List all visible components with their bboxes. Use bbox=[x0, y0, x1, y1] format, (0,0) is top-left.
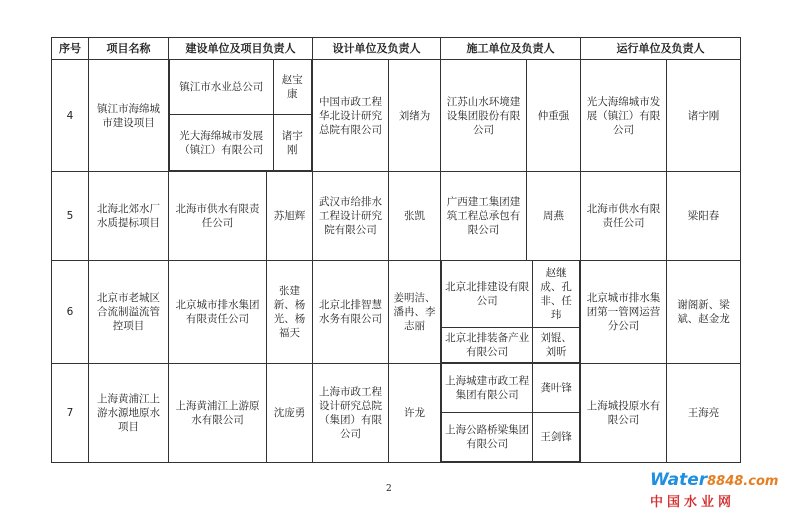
construct-unit: 江苏山水环境建设集团股份有限公司 bbox=[441, 60, 527, 172]
construct-person: 王剑锋 bbox=[533, 412, 580, 461]
construct-person: 龚叶锋 bbox=[533, 364, 580, 412]
operate-unit: 北京城市排水集团第一管网运营分公司 bbox=[581, 261, 667, 364]
operate-unit: 上海城投原水有限公司 bbox=[581, 364, 667, 463]
header-design: 设计单位及负责人 bbox=[313, 38, 441, 60]
header-no: 序号 bbox=[52, 38, 89, 60]
build-person: 沈庞勇 bbox=[267, 364, 313, 463]
design-person: 张凯 bbox=[389, 172, 441, 261]
build-unit: 光大海绵城市发展（镇江）有限公司 bbox=[170, 115, 274, 171]
project-name: 北京市老城区合流制溢流管控项目 bbox=[89, 261, 169, 364]
operate-unit: 北海市供水有限责任公司 bbox=[581, 172, 667, 261]
build-unit: 镇江市水业总公司 bbox=[170, 60, 274, 115]
design-unit: 武汉市给排水工程设计研究院有限公司 bbox=[313, 172, 389, 261]
table-row bbox=[52, 261, 741, 364]
construct-unit: 北京北排建设有限公司 bbox=[442, 261, 533, 327]
header-row bbox=[52, 38, 741, 60]
project-name: 上海黄浦江上游水源地原水项目 bbox=[89, 364, 169, 463]
build-unit: 北京城市排水集团有限责任公司 bbox=[169, 261, 267, 364]
design-person: 许龙 bbox=[389, 364, 441, 463]
build-unit: 上海黄浦江上游原水有限公司 bbox=[169, 364, 267, 463]
construct-person: 周燕 bbox=[527, 172, 581, 261]
operate-person: 谢阁新、梁斌、赵金龙 bbox=[667, 261, 741, 364]
project-name: 镇江市海绵城市建设项目 bbox=[89, 60, 169, 172]
project-table bbox=[51, 37, 741, 463]
row-number: 7 bbox=[52, 364, 89, 463]
build-person: 诸宇刚 bbox=[273, 115, 311, 171]
header-construct: 施工单位及负责人 bbox=[441, 38, 581, 60]
project-name: 北海北郊水厂水质提标项目 bbox=[89, 172, 169, 261]
watermark-brand-text: Water bbox=[650, 470, 708, 490]
build-unit: 北海市供水有限责任公司 bbox=[169, 172, 267, 261]
construct-person: 赵继成、孔非、任玮 bbox=[533, 261, 580, 327]
build-person: 苏旭辉 bbox=[267, 172, 313, 261]
operate-person: 诸宇刚 bbox=[667, 60, 741, 172]
construct-unit: 上海公路桥梁集团有限公司 bbox=[442, 412, 533, 461]
construct-cell bbox=[441, 261, 581, 364]
row-number: 5 bbox=[52, 172, 89, 261]
header-build: 建设单位及项目负责人 bbox=[169, 38, 313, 60]
construct-unit: 北京北排装备产业有限公司 bbox=[442, 327, 533, 362]
design-unit: 北京北排智慧水务有限公司 bbox=[313, 261, 389, 364]
construct-unit: 上海城建市政工程集团有限公司 bbox=[442, 364, 533, 412]
header-operate: 运行单位及负责人 bbox=[581, 38, 741, 60]
watermark-brand bbox=[650, 470, 780, 490]
construct-unit: 广西建工集团建筑工程总承包有限公司 bbox=[441, 172, 527, 261]
header-project: 项目名称 bbox=[89, 38, 169, 60]
construct-cell bbox=[441, 364, 581, 463]
watermark-cn: 中国水业网 bbox=[650, 495, 736, 510]
watermark-logo bbox=[650, 470, 780, 510]
construct-person: 刘锟、刘昕 bbox=[533, 327, 580, 362]
design-person: 刘绪为 bbox=[389, 60, 441, 172]
build-cell bbox=[169, 60, 313, 172]
operate-person: 梁阳春 bbox=[667, 172, 741, 261]
build-person: 赵宝康 bbox=[273, 60, 311, 115]
build-person: 张建新、杨光、杨福天 bbox=[267, 261, 313, 364]
design-person: 姜明洁、潘冉、李志丽 bbox=[389, 261, 441, 364]
design-unit: 中国市政工程华北设计研究总院有限公司 bbox=[313, 60, 389, 172]
construct-person: 仲重强 bbox=[527, 60, 581, 172]
table-row bbox=[52, 364, 741, 463]
table-row bbox=[52, 172, 741, 261]
row-number: 4 bbox=[52, 60, 89, 172]
watermark-suffix: .com bbox=[743, 474, 779, 489]
table-row bbox=[52, 60, 741, 172]
watermark-number: 8848 bbox=[707, 474, 744, 489]
operate-person: 王海亮 bbox=[667, 364, 741, 463]
operate-unit: 光大海绵城市发展（镇江）有限公司 bbox=[581, 60, 667, 172]
page-number: 2 bbox=[386, 484, 392, 494]
design-unit: 上海市政工程设计研究总院（集团）有限公司 bbox=[313, 364, 389, 463]
row-number: 6 bbox=[52, 261, 89, 364]
